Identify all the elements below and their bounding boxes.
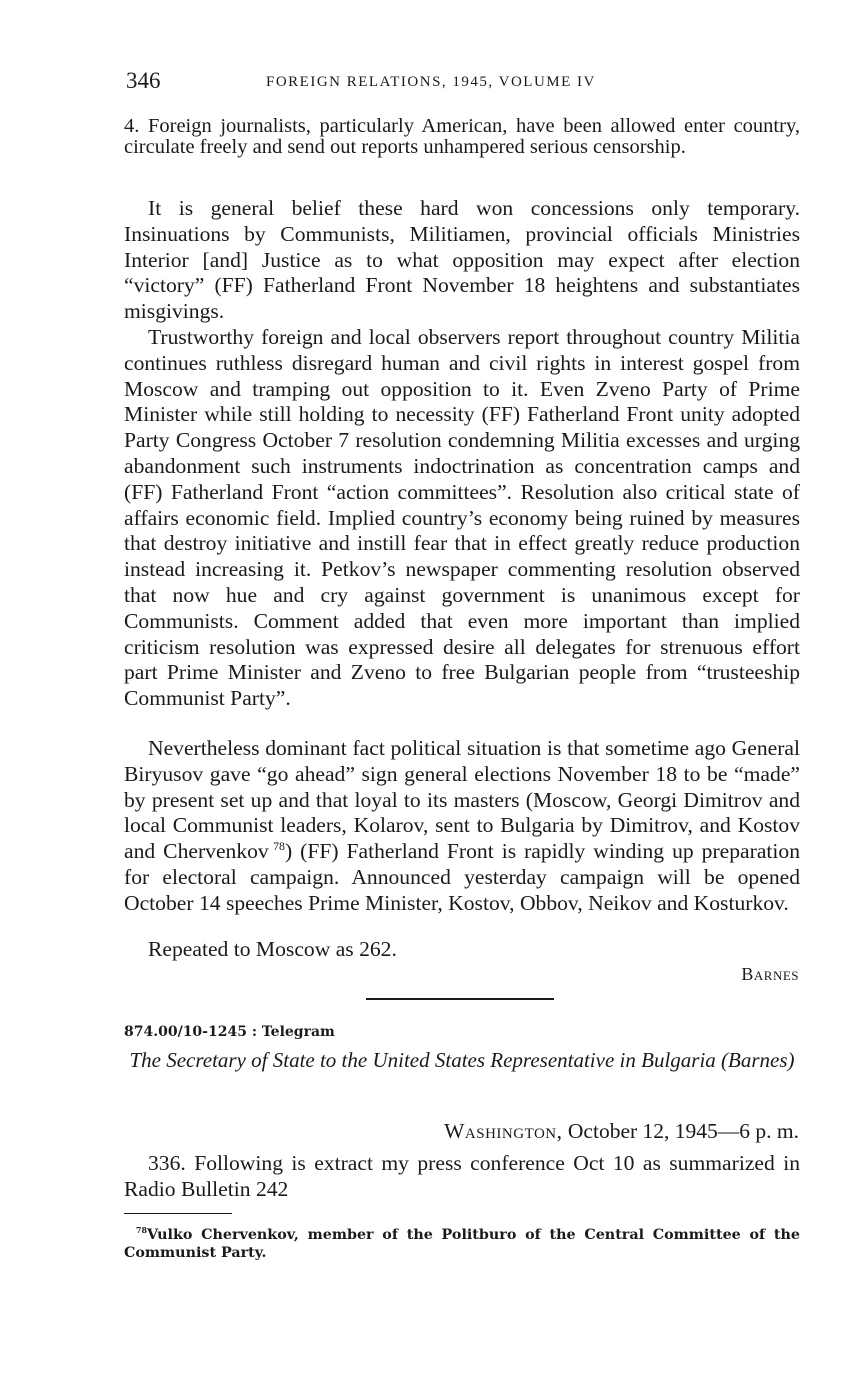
paragraph-4: 4. Foreign journalists, particularly American, have been allowed enter country, circulate freely and send out reports unhampered serious censorship. xyxy=(124,115,800,158)
paragraph-general-belief: It is general belief these hard won concessions only temporary. Insinuations by Communists, Militiamen, provincial officials Ministries Interior [and] Justice as to what opposition may expect after election “victory” (FF) Fatherland Front November 18 heightens and substantiates misgivings. xyxy=(124,196,800,324)
footnote xyxy=(124,1226,800,1262)
paragraph-dominant-fact xyxy=(124,736,800,917)
dateline-place: Washington, xyxy=(444,1119,563,1143)
page-number: 346 xyxy=(126,68,161,93)
dateline xyxy=(444,1119,799,1144)
paragraph-text: Nevertheless dominant fact political situation is that sometime ago General Biryusov gave “go ahead” sign general elections November 18 to be “made” by present set up and that loyal to its masters (Moscow, Georgi Dimitrov and local Communist leaders, Kolarov, sent to Bulgaria by Dimitrov, and Kostov and Chervenkov xyxy=(124,736,800,864)
paragraph-observers: Trustworthy foreign and local observers report throughout country Militia continues ruthless disregard human and civil rights in interest gospel from Moscow and tramping out opposition to it. Even Zveno Party of Prime Minister while still holding to necessity (FF) Fatherland Front unity adopted Party Congress October 7 resolution condemning Militia excesses and urging abandonment such instruments indoctrination as concentration camps and (FF) Fatherland Front “action committees”. Resolution also critical state of affairs economic field. Implied country’s economy being ruined by measures that destroy initiative and instill fear that in effect greatly reduce production instead increasing it. Petkov’s newspaper commenting resolution observed that now hue and cry against government is unanimous except for Communists. Comment added that even more important than implied criticism resolution was expressed desire all delegates for strenuous effort part Prime Minister and Zveno to free Bulgarian people from “trusteeship Communist Party”. xyxy=(124,325,800,711)
section-divider xyxy=(366,998,554,1000)
paragraph-336: 336. Following is extract my press conference Oct 10 as summarized in Radio Bulletin 242 xyxy=(124,1151,800,1201)
footnote-number: 78 xyxy=(136,1226,147,1236)
dateline-date: October 12, 1945—6 p. m. xyxy=(562,1119,799,1143)
file-reference: 874.00/10-1245 : Telegram xyxy=(124,1024,335,1040)
document-title: The Secretary of State to the United States Representative in Bulgaria (Barnes) xyxy=(129,1048,795,1072)
page-header xyxy=(126,68,799,100)
footnote-reference: 78 xyxy=(273,839,285,853)
footnote-divider xyxy=(124,1213,232,1214)
paragraph-repeated: Repeated to Moscow as 262. xyxy=(148,937,397,961)
running-head: FOREIGN RELATIONS, 1945, VOLUME IV xyxy=(266,74,596,90)
signature: Barnes xyxy=(741,964,799,984)
paragraph-text: ) (FF) Fatherland Front is rapidly winding up preparation for electoral campaign. Announced yesterday campaign will be opened October 14 speeches Prime Minister, Kostov, Obbov, Neikov and Kosturkov. xyxy=(124,839,800,915)
footnote-text: Vulko Chervenkov, member of the Politburo of the Central Committee of the Communist Party. xyxy=(124,1227,800,1261)
